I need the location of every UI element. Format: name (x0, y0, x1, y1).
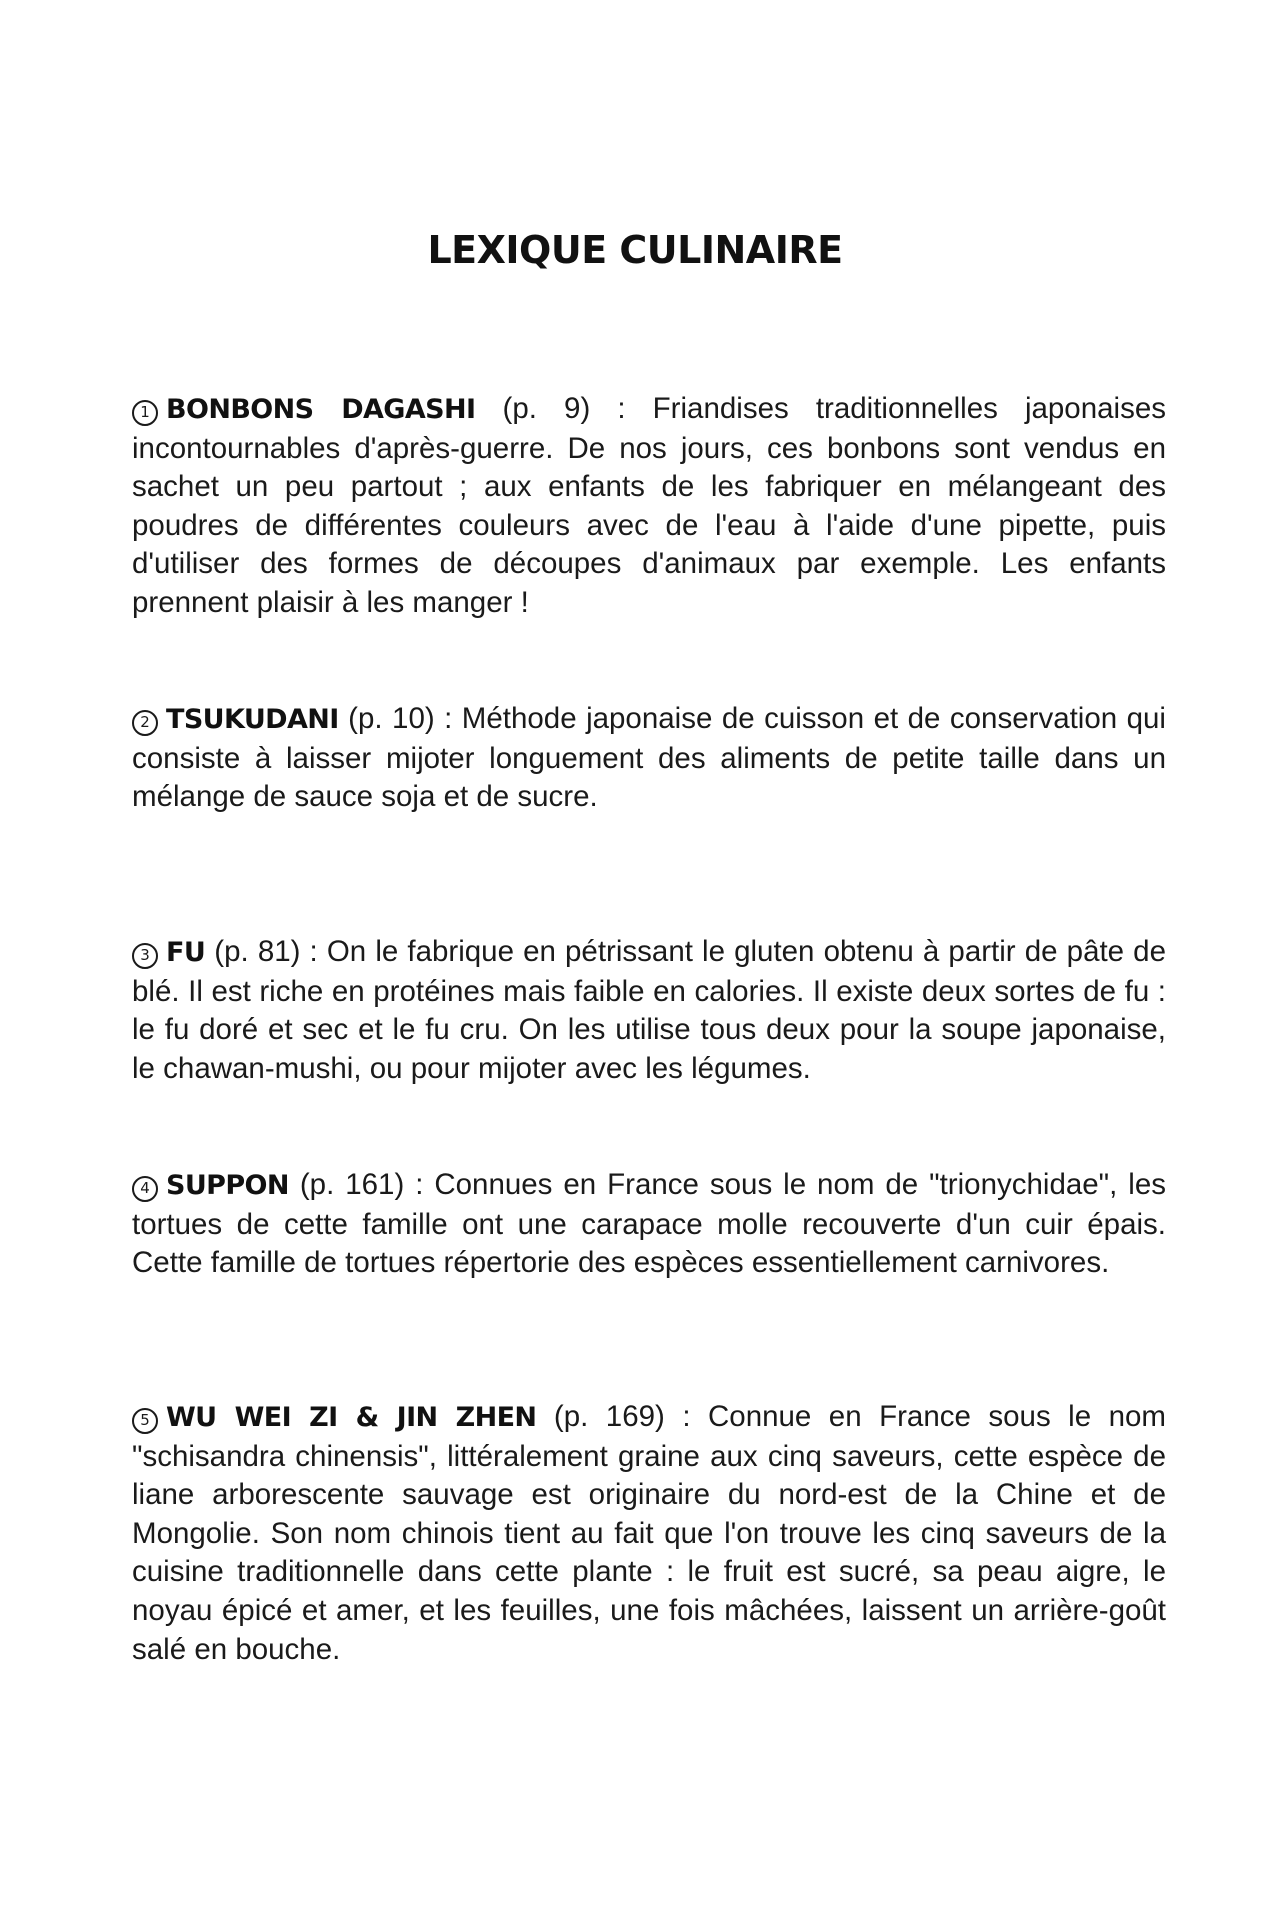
glossary-entry (132, 1398, 1166, 1669)
entry-number-circle: 3 (132, 943, 158, 969)
entry-term: WU WEI ZI & JIN ZHEN (166, 1402, 537, 1433)
entry-number-circle: 2 (132, 710, 158, 736)
glossary-entry (132, 700, 1166, 817)
entry-term: SUPPON (166, 1170, 289, 1201)
entry-definition: (p. 10) : Méthode japonaise de cuisson et de conservation qui consiste à laisser mijoter longuement des aliments de petite taille dans un mélange de sauce soja et de sucre. (132, 702, 1166, 814)
entry-definition: (p. 161) : Connues en France sous le nom de "trionychidae", les tortues de cette famille ont une carapace molle recouverte d'un cuir épais. Cette famille de tortues répertorie des espèces essentiellement carnivores. (132, 1168, 1166, 1280)
entry-number-circle: 5 (132, 1408, 158, 1434)
glossary-entry (132, 933, 1166, 1088)
page-title: LEXIQUE CULINAIRE (427, 228, 843, 272)
entry-definition: (p. 169) : Connue en France sous le nom "schisandra chinensis", littéralement graine aux cinq saveurs, cette espèce de liane arborescente sauvage est originaire du nord-est de la Chine et de Mongolie. Son nom chinois tient au fait que l'on trouve les cinq saveurs de la cuisine traditionnelle dans cette plante : le fruit est sucré, sa peau aigre, le noyau épicé et amer, et les feuilles, une fois mâchées, laissent un arrière-goût salé en bouche. (132, 1400, 1166, 1666)
glossary-entry (132, 1166, 1166, 1283)
entry-term: BONBONS DAGASHI (166, 394, 476, 425)
entry-term: TSUKUDANI (166, 704, 339, 735)
glossary-entry (132, 390, 1166, 623)
entry-number-circle: 1 (132, 400, 158, 426)
entry-definition: (p. 9) : Friandises traditionnelles japonaises incontournables d'après-guerre. De nos jours, ces bonbons sont vendus en sachet un peu partout ; aux enfants de les fabriquer en mélangeant des poudres de différentes couleurs avec de l'eau à l'aide d'une pipette, puis d'utiliser des formes de découpes d'animaux par exemple. Les enfants prennent plaisir à les manger ! (132, 392, 1166, 619)
entry-definition: (p. 81) : On le fabrique en pétrissant le gluten obtenu à partir de pâte de blé. Il est riche en protéines mais faible en calories. Il existe deux sortes de fu : le fu doré et sec et le fu cru. On les utilise tous deux pour la soupe japonaise, le chawan-mushi, ou pour mijoter avec les légumes. (132, 935, 1166, 1085)
entry-term: FU (166, 937, 206, 968)
entry-number-circle: 4 (132, 1176, 158, 1202)
